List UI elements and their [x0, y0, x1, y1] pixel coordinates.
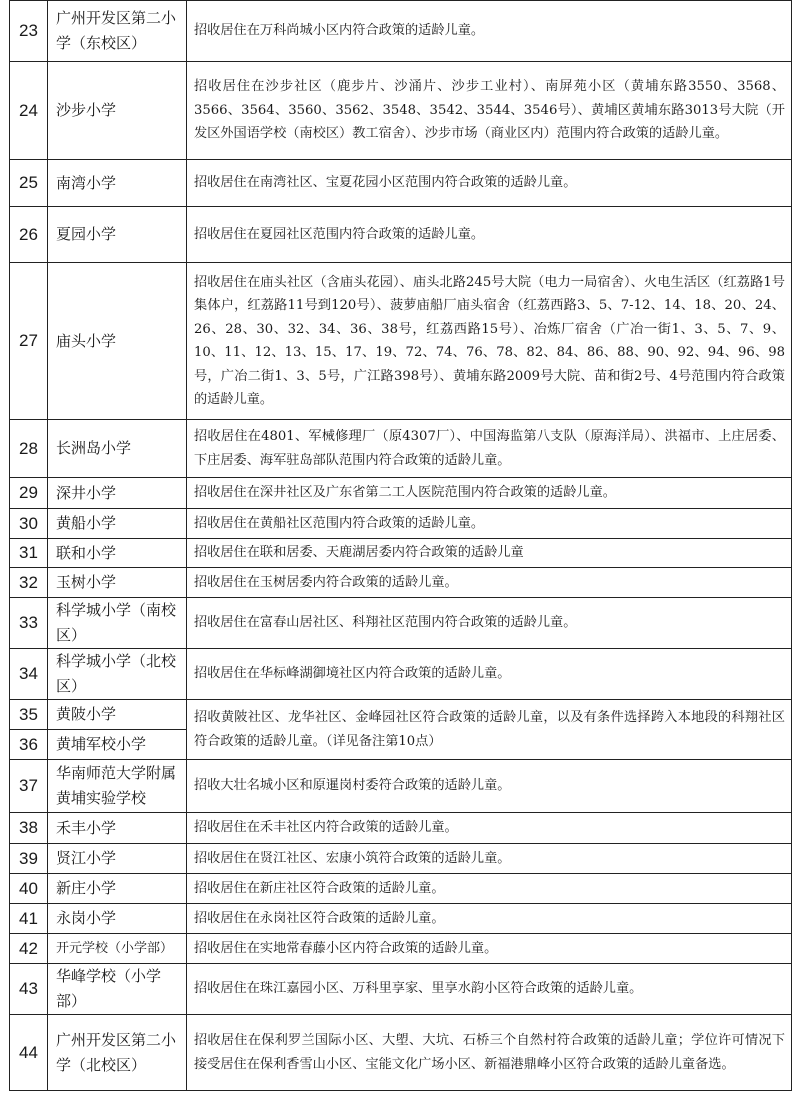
row-number: 34 — [10, 649, 48, 700]
row-number: 41 — [10, 904, 48, 934]
table-row — [10, 509, 792, 539]
school-name: 沙步小学 — [48, 62, 187, 160]
school-name: 华南师范大学附属黄埔实验学校 — [48, 760, 187, 813]
school-name: 禾丰小学 — [48, 813, 187, 844]
school-name: 黄陂小学 — [48, 700, 187, 730]
enrollment-scope: 招收居住在万科尚城小区内符合政策的适龄儿童。 — [187, 1, 792, 62]
enrollment-scope: 招收居住在富春山居社区、科翔社区范围内符合政策的适龄儿童。 — [187, 598, 792, 649]
row-number: 44 — [10, 1015, 48, 1091]
enrollment-scope: 招收居住在沙步社区（鹿步片、沙涌片、沙步工业村）、南屏苑小区（黄埔东路3550、3568、3566、3564、3560、3562、3548、3542、3544、3546号）、黄埔区黄埔东路3013号大院（开发区外国语学校（南校区）教工宿舍）、沙步市场（商业区内）范围内符合政策的适龄儿童。 — [187, 62, 792, 160]
row-number: 27 — [10, 263, 48, 420]
enrollment-scope: 招收居住在新庄社区符合政策的适龄儿童。 — [187, 874, 792, 904]
row-number: 43 — [10, 964, 48, 1015]
row-number: 36 — [10, 730, 48, 760]
table-row — [10, 934, 792, 964]
enrollment-scope: 招收居住在永岗社区符合政策的适龄儿童。 — [187, 904, 792, 934]
row-number: 26 — [10, 207, 48, 263]
table-row — [10, 904, 792, 934]
row-number: 39 — [10, 844, 48, 874]
school-name: 黄船小学 — [48, 509, 187, 539]
row-number: 32 — [10, 568, 48, 598]
enrollment-scope: 招收居住在庙头社区（含庙头花园）、庙头北路245号大院（电力一局宿舍）、火电生活区（红荔路1号集体户，红荔路11号到120号）、菠萝庙船厂庙头宿舍（红荔西路3、5、7-12、14、18、20、24、26、28、30、32、34、36、38号，红荔西路15号）、冶炼厂宿舍（广冶一街1、3、5、7、9、10、11、12、13、15、17、19、72、74、76、78、82、84、86、88、90、92、94、96、98号，广冶二街1、3、5号，广江路398号）、黄埔东路2009号大院、苗和街2号、4号范围内符合政策的适龄儿童。 — [187, 263, 792, 420]
enrollment-scope: 招收居住在深井社区及广东省第二工人医院范围内符合政策的适龄儿童。 — [187, 478, 792, 509]
table-row — [10, 1, 792, 62]
enrollment-scope: 招收居住在保利罗兰国际小区、大塱、大坑、石桥三个自然村符合政策的适龄儿童；学位许可情况下接受居住在保利香雪山小区、宝能文化广场小区、新福港鼎峰小区符合政策的适龄儿童备选。 — [187, 1015, 792, 1091]
row-number: 40 — [10, 874, 48, 904]
table-row — [10, 263, 792, 420]
enrollment-scope: 招收居住在4801、军械修理厂（原4307厂）、中国海监第八支队（原海洋局）、洪福市、上庄居委、下庄居委、海军驻岛部队范围内符合政策的适龄儿童。 — [187, 420, 792, 478]
row-number: 35 — [10, 700, 48, 730]
school-name: 长洲岛小学 — [48, 420, 187, 478]
school-name: 广州开发区第二小学（北校区） — [48, 1015, 187, 1091]
enrollment-scope: 招收黄陂社区、龙华社区、金峰园社区符合政策的适龄儿童，以及有条件选择跨入本地段的科翔社区符合政策的适龄儿童。（详见备注第10点） — [187, 700, 792, 760]
school-name: 华峰学校（小学部） — [48, 964, 187, 1015]
school-name: 夏园小学 — [48, 207, 187, 263]
school-name: 开元学校（小学部） — [48, 934, 187, 964]
table-row — [10, 844, 792, 874]
enrollment-scope: 招收居住在珠江嘉园小区、万科里享家、里享水韵小区符合政策的适龄儿童。 — [187, 964, 792, 1015]
enrollment-scope: 招收居住在禾丰社区内符合政策的适龄儿童。 — [187, 813, 792, 844]
school-name: 永岗小学 — [48, 904, 187, 934]
row-number: 29 — [10, 478, 48, 509]
table-row — [10, 700, 792, 730]
table-row — [10, 598, 792, 649]
school-name: 科学城小学（北校区） — [48, 649, 187, 700]
table-row — [10, 539, 792, 568]
row-number: 33 — [10, 598, 48, 649]
enrollment-scope: 招收居住在夏园社区范围内符合政策的适龄儿童。 — [187, 207, 792, 263]
table-row — [10, 649, 792, 700]
school-name: 深井小学 — [48, 478, 187, 509]
row-number: 37 — [10, 760, 48, 813]
enrollment-scope: 招收居住在黄船社区范围内符合政策的适龄儿童。 — [187, 509, 792, 539]
school-name: 科学城小学（南校区） — [48, 598, 187, 649]
school-name: 广州开发区第二小学（东校区） — [48, 1, 187, 62]
row-number: 31 — [10, 539, 48, 568]
enrollment-scope: 招收居住在华标峰湖御境社区内符合政策的适龄儿童。 — [187, 649, 792, 700]
school-name: 新庄小学 — [48, 874, 187, 904]
row-number: 38 — [10, 813, 48, 844]
table-row — [10, 760, 792, 813]
enrollment-scope: 招收大壮名城小区和原暹岗村委符合政策的适龄儿童。 — [187, 760, 792, 813]
table-row — [10, 420, 792, 478]
enrollment-scope: 招收居住在南湾社区、宝夏花园小区范围内符合政策的适龄儿童。 — [187, 160, 792, 207]
enrollment-scope: 招收居住在贤江社区、宏康小筑符合政策的适龄儿童。 — [187, 844, 792, 874]
school-name: 南湾小学 — [48, 160, 187, 207]
table-row — [10, 1015, 792, 1091]
row-number: 24 — [10, 62, 48, 160]
table-row — [10, 160, 792, 207]
row-number: 28 — [10, 420, 48, 478]
table-row — [10, 62, 792, 160]
school-name: 黄埔军校小学 — [48, 730, 187, 760]
school-name: 玉树小学 — [48, 568, 187, 598]
table-row — [10, 813, 792, 844]
enrollment-scope: 招收居住在实地常春藤小区内符合政策的适龄儿童。 — [187, 934, 792, 964]
table-row — [10, 478, 792, 509]
enrollment-scope: 招收居住在联和居委、天鹿湖居委内符合政策的适龄儿童 — [187, 539, 792, 568]
school-name: 庙头小学 — [48, 263, 187, 420]
school-zone-table — [9, 0, 792, 1091]
table-row — [10, 874, 792, 904]
row-number: 23 — [10, 1, 48, 62]
enrollment-scope: 招收居住在玉树居委内符合政策的适龄儿童。 — [187, 568, 792, 598]
school-name: 联和小学 — [48, 539, 187, 568]
row-number: 42 — [10, 934, 48, 964]
row-number: 25 — [10, 160, 48, 207]
table-row — [10, 207, 792, 263]
row-number: 30 — [10, 509, 48, 539]
table-row — [10, 964, 792, 1015]
school-name: 贤江小学 — [48, 844, 187, 874]
table-row — [10, 568, 792, 598]
